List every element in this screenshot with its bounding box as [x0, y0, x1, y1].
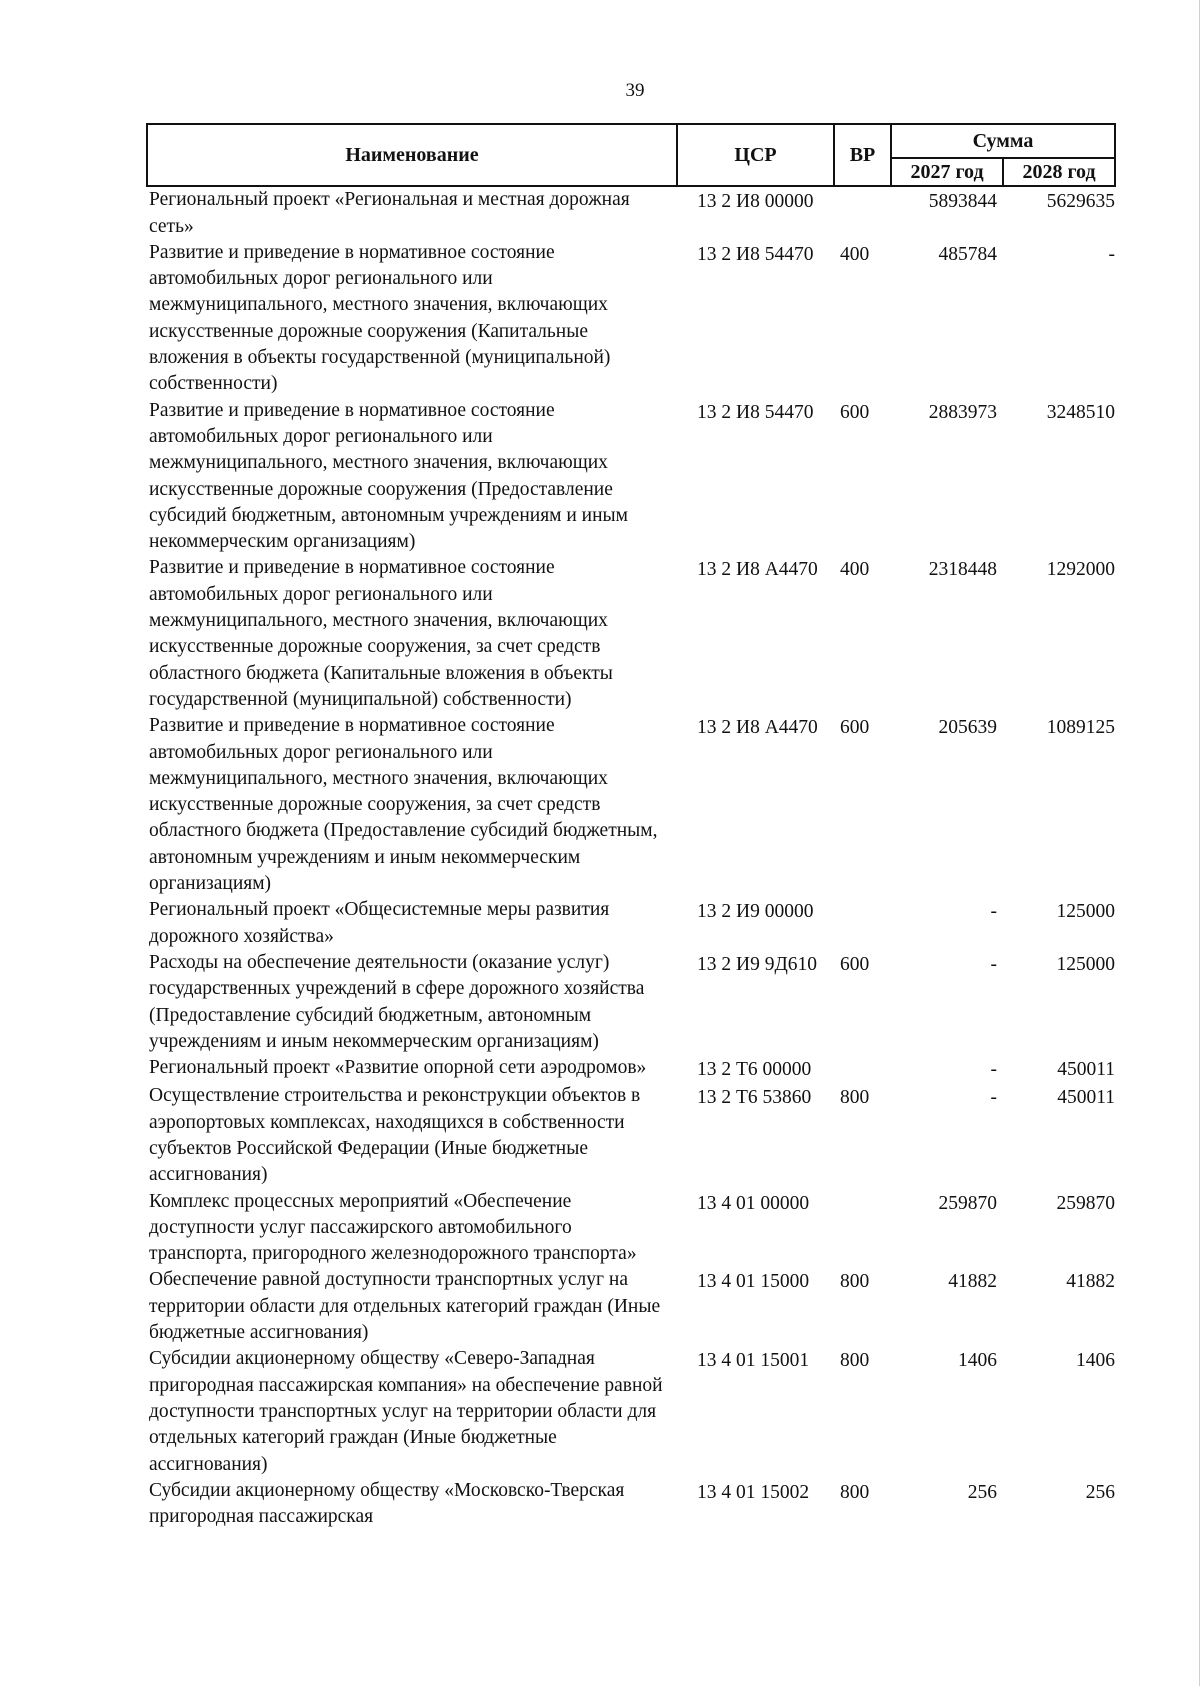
row-amount-2027: 259870: [938, 1192, 997, 1214]
header-sum: Сумма: [891, 124, 1115, 158]
row-amount-2028: -: [1108, 243, 1116, 265]
table-row: [147, 950, 1115, 1055]
row-amount-2028: 450011: [1057, 1087, 1116, 1109]
row-name: Обеспечение равной доступности транспортных услуг на территории области для отдельных категорий граждан (Иные бюджетные ассигнования): [149, 1269, 661, 1344]
row-name: Развитие и приведение в нормативное состояние автомобильных дорог регионального или межмуниципального, местного значения, включающих искусственные дорожные сооружения (Предоставление субсидий бюджетным, автономным учреждениям и иным некоммерческим организациям): [149, 399, 628, 553]
row-csr-code: 13 2 И9 00000: [697, 901, 814, 923]
row-name: Развитие и приведение в нормативное состояние автомобильных дорог регионального или межмуниципального, местного значения, включающих искусственные дорожные сооружения (Капитальные вложения в объекты государственной (муниципальной) собственности): [149, 241, 611, 395]
header-name: Наименование: [147, 124, 677, 186]
row-amount-2027: 2318448: [928, 559, 997, 581]
row-amount-2027: 41882: [948, 1271, 997, 1293]
row-vr-code: [834, 1055, 891, 1083]
budget-table: [146, 123, 1116, 1530]
table-row: [147, 713, 1115, 897]
row-amount-2028: 1292000: [1046, 559, 1116, 581]
row-vr-code: 600: [840, 953, 870, 975]
table-row: [147, 1083, 1115, 1188]
row-csr-code: 13 2 И8 00000: [697, 191, 814, 213]
table-row: [147, 1189, 1115, 1268]
row-amount-2028: 5629635: [1046, 191, 1116, 213]
row-name: Развитие и приведение в нормативное состояние автомобильных дорог регионального или межмуниципального, местного значения, включающих искусственные дорожные сооружения, за счет средств областного бюджета (Предоставление субсидий бюджетным, автономным учреждениям и иным некоммерческим организациям): [149, 715, 658, 895]
budget-table-container: [146, 123, 1114, 1530]
row-amount-2027: -: [990, 953, 997, 975]
row-name: Комплекс процессных мероприятий «Обеспечение доступности услуг пассажирского автомобильного транспорта, пригородного железнодорожного транспорта»: [149, 1190, 637, 1265]
table-row: [147, 1346, 1115, 1477]
row-vr-code: 800: [840, 1087, 870, 1109]
row-amount-2027: 205639: [938, 717, 997, 739]
row-amount-2027: 485784: [938, 243, 997, 265]
row-amount-2028: 41882: [1066, 1271, 1116, 1293]
table-row: [147, 555, 1115, 713]
header-csr: ЦСР: [677, 124, 834, 186]
row-name: Развитие и приведение в нормативное состояние автомобильных дорог регионального или межмуниципального, местного значения, включающих искусственные дорожные сооружения, за счет средств областного бюджета (Капитальные вложения в объекты государственной (муниципальной) собственности): [149, 557, 613, 710]
table-row: [147, 1478, 1115, 1531]
table-row: [147, 897, 1115, 950]
table-body: [147, 186, 1115, 1530]
row-csr-code: 13 4 01 15002: [697, 1481, 810, 1503]
row-amount-2027: -: [990, 1059, 997, 1081]
row-amount-2027: -: [990, 1087, 997, 1109]
row-name: Осуществление строительства и реконструкции объектов в аэропортовых комплексах, находящихся в собственности субъектов Российской Федерации (Иные бюджетные ассигнования): [149, 1085, 641, 1186]
table-header: [147, 124, 1115, 186]
row-csr-code: 13 2 И8 А4470: [697, 717, 818, 739]
row-amount-2027: 2883973: [928, 401, 997, 423]
row-amount-2028: 3248510: [1046, 401, 1116, 423]
row-name: Расходы на обеспечение деятельности (оказание услуг) государственных учреждений в сфере дорожного хозяйства (Предоставление субсидий бюджетным, автономным учреждениям и иным некоммерческим организациям): [149, 951, 645, 1052]
header-year-2028: 2028 год: [1003, 158, 1115, 186]
row-vr-code: [834, 897, 891, 950]
row-vr-code: 800: [840, 1350, 870, 1372]
row-vr-code: 600: [840, 401, 870, 423]
row-csr-code: 13 2 И8 54470: [697, 401, 814, 423]
row-amount-2027: 5893844: [928, 191, 997, 213]
row-vr-code: [834, 1189, 891, 1268]
row-csr-code: 13 2 Т6 00000: [697, 1059, 812, 1081]
row-name: Региональный проект «Общесистемные меры развития дорожного хозяйства»: [149, 899, 610, 947]
row-amount-2028: 259870: [1056, 1192, 1116, 1214]
row-csr-code: 13 4 01 15001: [697, 1350, 810, 1372]
row-amount-2027: 1406: [958, 1350, 997, 1372]
row-csr-code: 13 2 И8 54470: [697, 243, 814, 265]
row-amount-2028: 125000: [1056, 901, 1116, 923]
row-csr-code: 13 4 01 00000: [697, 1192, 810, 1214]
row-amount-2028: 450011: [1057, 1059, 1116, 1081]
row-vr-code: 800: [840, 1271, 870, 1293]
row-csr-code: 13 4 01 15000: [697, 1271, 810, 1293]
header-year-2027: 2027 год: [891, 158, 1003, 186]
row-vr-code: 400: [840, 243, 870, 265]
row-vr-code: 800: [840, 1481, 870, 1503]
row-csr-code: 13 2 Т6 53860: [697, 1087, 812, 1109]
row-vr-code: [834, 186, 891, 240]
row-amount-2027: 256: [967, 1481, 997, 1503]
row-vr-code: 400: [840, 559, 870, 581]
header-vr: ВР: [834, 124, 891, 186]
row-amount-2027: -: [990, 901, 997, 923]
row-vr-code: 600: [840, 717, 870, 739]
table-row: [147, 1267, 1115, 1346]
table-row: [147, 186, 1115, 240]
table-row: [147, 1055, 1115, 1083]
page-number: 39: [625, 80, 645, 101]
row-csr-code: 13 2 И8 А4470: [697, 559, 818, 581]
table-row: [147, 240, 1115, 398]
row-name: Региональный проект «Развитие опорной сети аэродромов»: [149, 1057, 647, 1079]
row-csr-code: 13 2 И9 9Д610: [697, 953, 818, 975]
row-amount-2028: 1406: [1076, 1350, 1116, 1372]
row-name: Региональный проект «Региональная и местная дорожная сеть»: [149, 189, 630, 237]
row-name: Субсидии акционерному обществу «Северо-Западная пригородная пассажирская компания» на обеспечение равной доступности транспортных услуг на территории области для отдельных категорий граждан (Иные бюджетные ассигнования): [149, 1348, 663, 1475]
row-name: Субсидии акционерному обществу «Московско-Тверская пригородная пассажирская: [149, 1479, 625, 1528]
row-amount-2028: 125000: [1056, 953, 1116, 975]
row-amount-2028: 1089125: [1046, 717, 1116, 739]
row-amount-2028: 256: [1085, 1481, 1116, 1503]
table-row: [147, 398, 1115, 556]
